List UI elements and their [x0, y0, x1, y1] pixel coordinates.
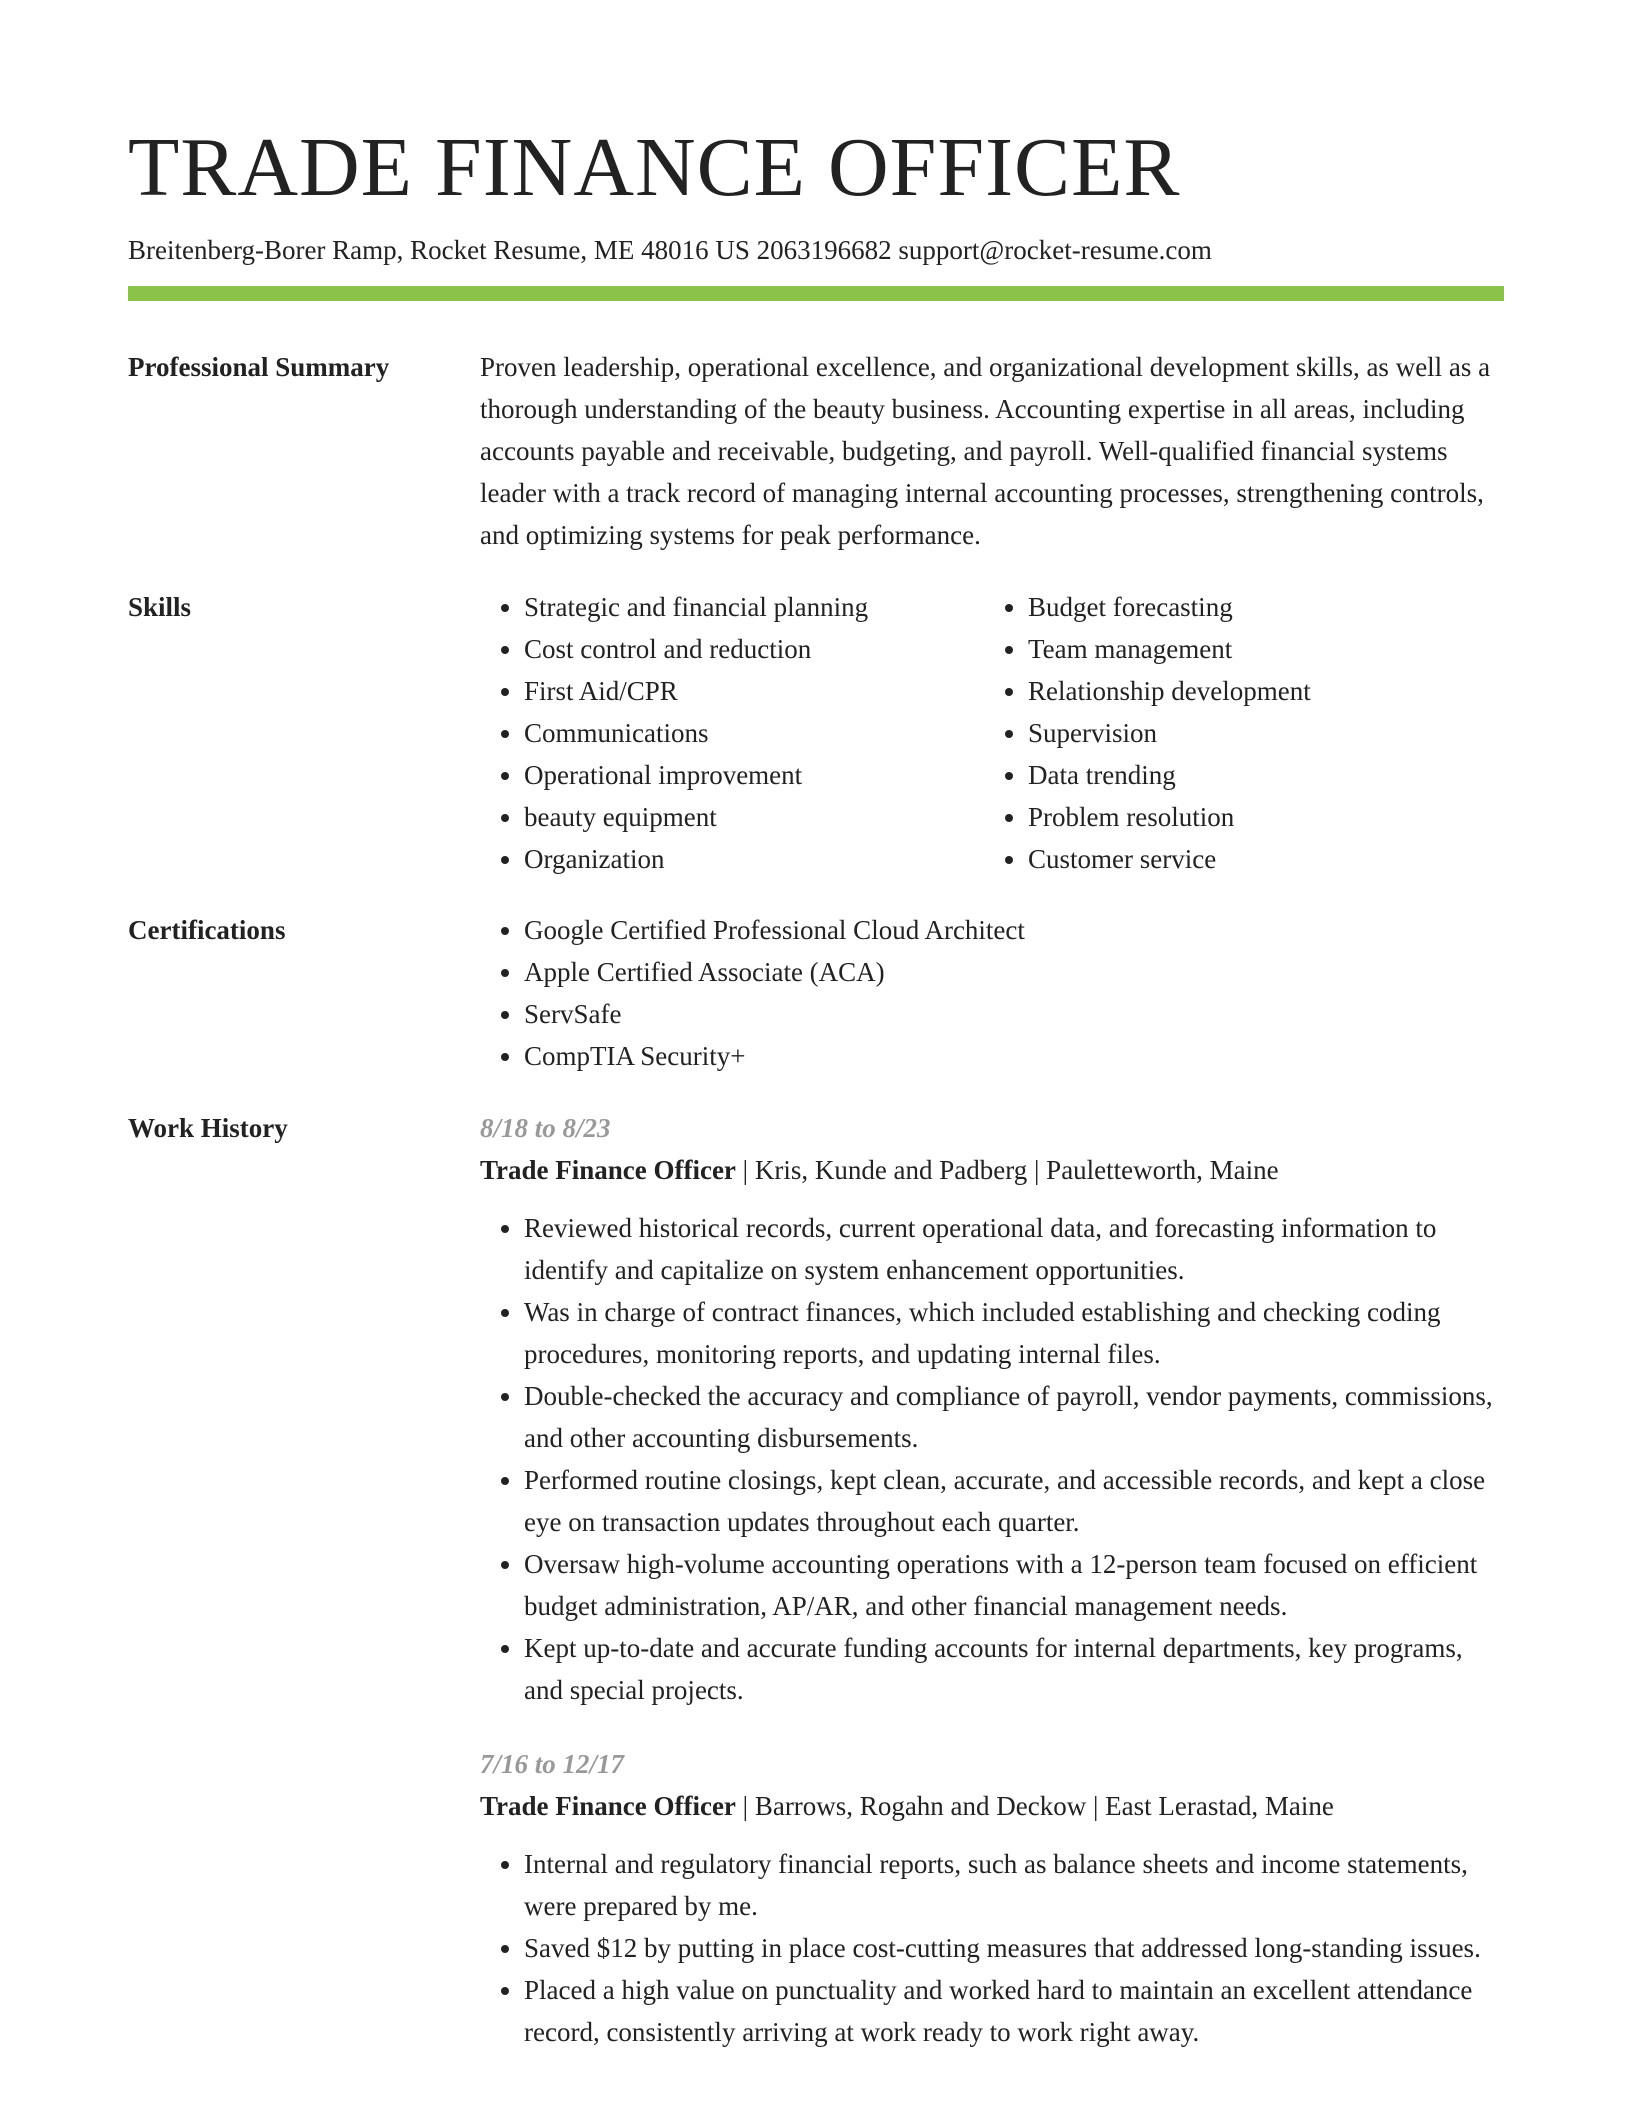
skill-item: • Customer service	[1028, 838, 1488, 880]
skill-item: • Team management	[1028, 628, 1488, 670]
job-title: Trade Finance Officer	[480, 1155, 736, 1185]
job-entry	[480, 1107, 1504, 1711]
contact-info: Breitenberg-Borer Ramp, Rocket Resume, ME 48016 US 2063196682 support@rocket-resume.com	[128, 235, 1212, 265]
skill-item: • Cost control and reduction	[524, 628, 984, 670]
certifications-label: Certifications	[128, 915, 286, 945]
summary-body	[480, 346, 1504, 556]
job-duty: • Saved $12 by putting in place cost-cutting measures that addressed long-standing issues.	[524, 1927, 1504, 1969]
skill-item: • Budget forecasting	[1028, 586, 1488, 628]
skill-item: • Operational improvement	[524, 754, 984, 796]
skill-item: • Problem resolution	[1028, 796, 1488, 838]
job-dates: 7/16 to 12/17	[480, 1749, 625, 1779]
certifications-body	[480, 909, 1504, 1077]
work-history-body	[480, 1107, 1504, 2085]
skill-item: • Communications	[524, 712, 984, 754]
certifications-list	[480, 909, 1504, 1077]
job-duty: • Reviewed historical records, current operational data, and forecasting information to identify and capitalize on system enhancement opportunities.	[524, 1207, 1504, 1291]
job-duty: • Placed a high value on punctuality and worked hard to maintain an excellent attendance record, consistently arriving at work ready to work right away.	[524, 1969, 1504, 2053]
work-history-label: Work History	[128, 1113, 288, 1143]
job-duty: • Oversaw high-volume accounting operations with a 12-person team focused on efficient budget administration, AP/AR, and other financial management needs.	[524, 1543, 1504, 1627]
skill-item: • beauty equipment	[524, 796, 984, 838]
skill-item: • Organization	[524, 838, 984, 880]
job-duty: • Double-checked the accuracy and compliance of payroll, vendor payments, commissions, and other accounting disbursements.	[524, 1375, 1504, 1459]
skills-list-left	[480, 586, 984, 880]
job-entry	[480, 1743, 1504, 2053]
skill-item: • Relationship development	[1028, 670, 1488, 712]
header-divider	[128, 286, 1504, 301]
job-duties	[480, 1207, 1504, 1711]
job-employer-location: | Barrows, Rogahn and Deckow | East Lerastad, Maine	[735, 1791, 1334, 1821]
certification-item: • ServSafe	[524, 993, 1504, 1035]
skills-list-right	[984, 586, 1488, 880]
certification-item: • CompTIA Security+	[524, 1035, 1504, 1077]
job-title: Trade Finance Officer	[480, 1791, 736, 1821]
certification-item: • Google Certified Professional Cloud Architect	[524, 909, 1504, 951]
skill-item: • Strategic and financial planning	[524, 586, 984, 628]
skills-label: Skills	[128, 592, 192, 622]
summary-text: Proven leadership, operational excellence, and organizational development skills, as well as a thorough understanding of the beauty business. Accounting expertise in all areas, including accounts payable and receivable, budgeting, and payroll. Well-qualified financial systems leader with a track record of managing internal accounting processes, strengthening controls, and optimizing systems for peak performance.	[480, 352, 1491, 550]
job-duty: • Kept up-to-date and accurate funding accounts for internal departments, key programs, and special projects.	[524, 1627, 1504, 1711]
skill-item: • Data trending	[1028, 754, 1488, 796]
skills-body	[480, 586, 1504, 880]
job-duty: • Performed routine closings, kept clean, accurate, and accessible records, and kept a close eye on transaction updates throughout each quarter.	[524, 1459, 1504, 1543]
skill-item: • Supervision	[1028, 712, 1488, 754]
job-dates: 8/18 to 8/23	[480, 1113, 611, 1143]
job-duties	[480, 1843, 1504, 2053]
summary-label: Professional Summary	[128, 352, 390, 382]
job-heading	[480, 1785, 1504, 1827]
resume-title: TRADE FINANCE OFFICER	[128, 121, 1181, 214]
certification-item: • Apple Certified Associate (ACA)	[524, 951, 1504, 993]
job-employer-location: | Kris, Kunde and Padberg | Pauletteworth, Maine	[735, 1155, 1279, 1185]
job-duty: • Internal and regulatory financial reports, such as balance sheets and income statements, were prepared by me.	[524, 1843, 1504, 1927]
job-duty: • Was in charge of contract finances, which included establishing and checking coding procedures, monitoring reports, and updating internal files.	[524, 1291, 1504, 1375]
job-heading	[480, 1149, 1504, 1191]
skill-item: • First Aid/CPR	[524, 670, 984, 712]
